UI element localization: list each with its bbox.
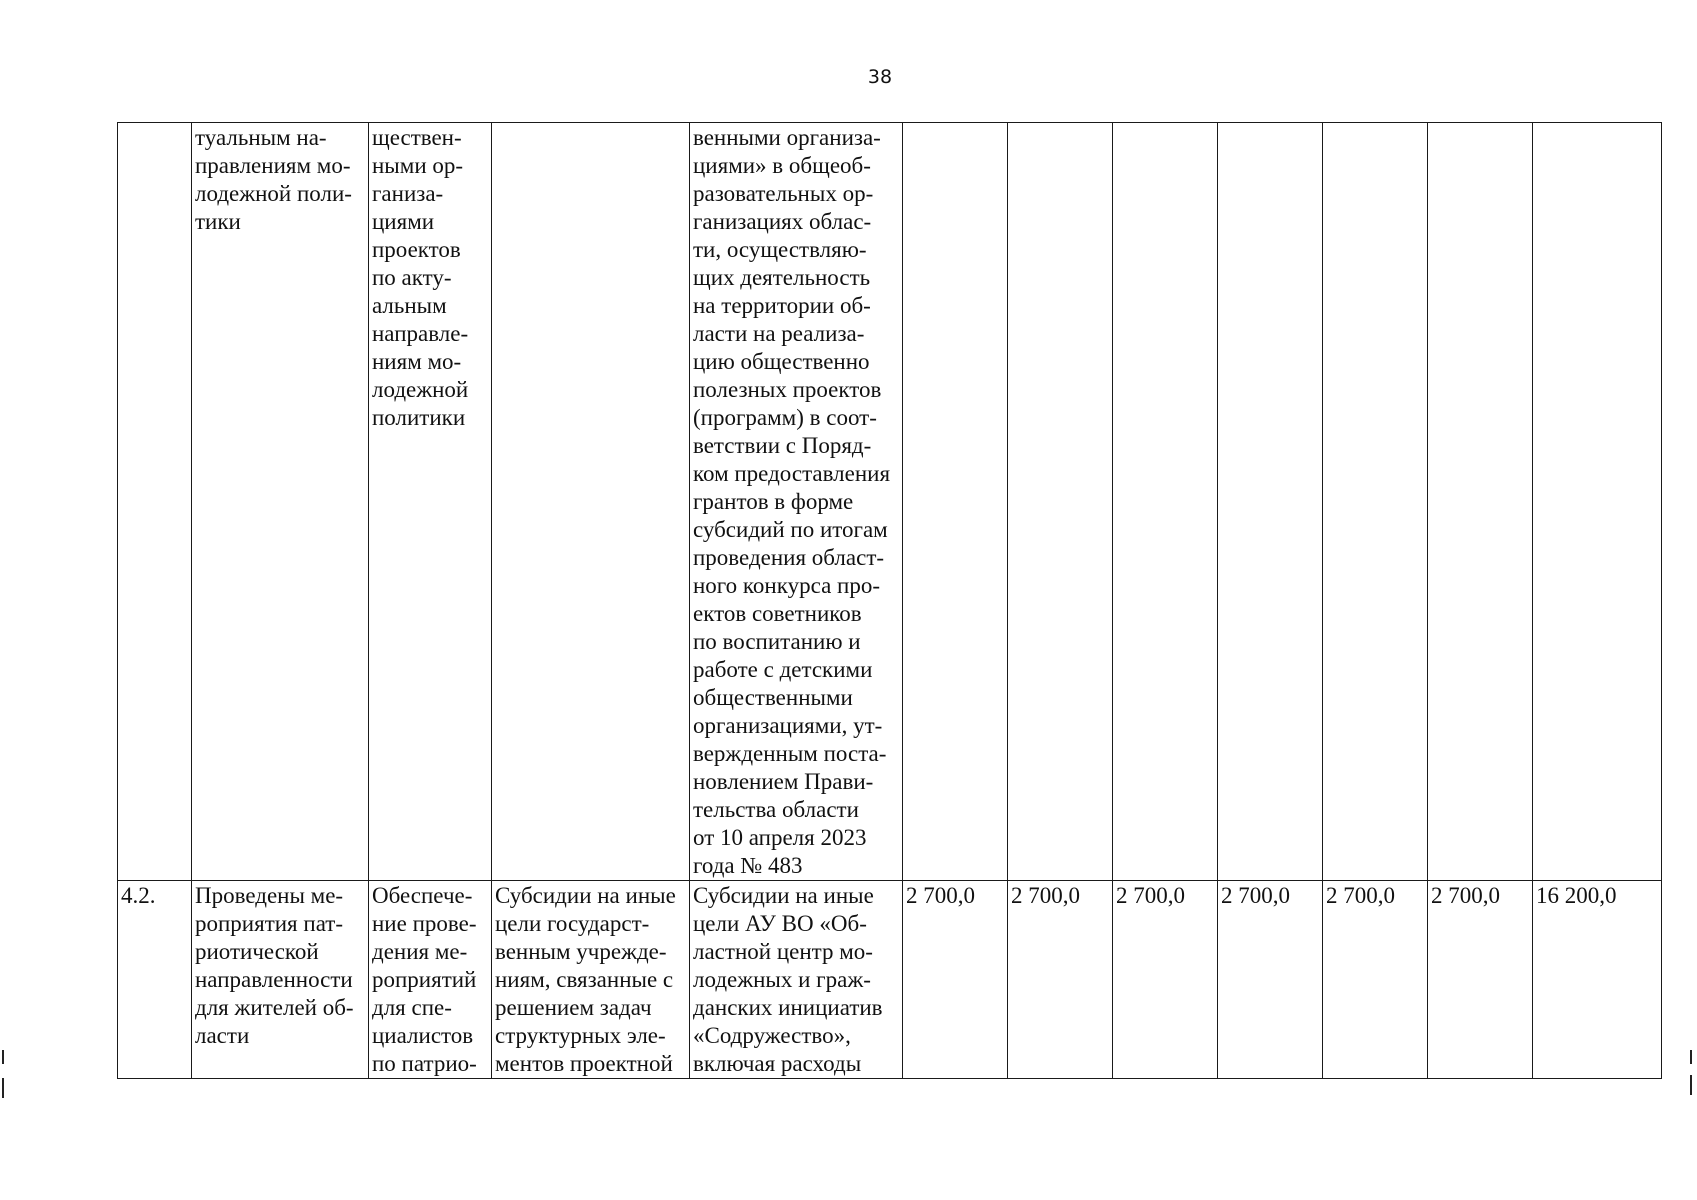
amount-cell	[1323, 881, 1428, 1079]
text-line: ласти	[195, 1023, 250, 1048]
text-line: разовательных ор-	[693, 181, 874, 206]
text-line: циалистов	[372, 1023, 474, 1048]
text-line: «Содружество»,	[693, 1023, 851, 1048]
result-cell	[192, 123, 369, 881]
scan-mark	[1690, 1075, 1692, 1095]
text-line: ектов советников	[693, 601, 862, 626]
text-line: альным	[372, 293, 447, 318]
task-cell	[369, 123, 492, 881]
expense-type-cell	[492, 881, 690, 1079]
text-line: для спе-	[372, 995, 452, 1020]
text-line: риотической	[195, 939, 319, 964]
text-line: субсидий по итогам	[693, 517, 888, 542]
result-cell	[192, 881, 369, 1079]
text-line: года № 483	[693, 853, 803, 878]
scan-mark	[2, 1050, 4, 1064]
text-line: ластной центр мо-	[693, 939, 873, 964]
amount-value: 2 700,0	[906, 883, 975, 908]
text-line: венным учрежде-	[495, 939, 667, 964]
amount-value: 2 700,0	[1326, 883, 1395, 908]
text-line: Обеспече-	[372, 883, 473, 908]
scan-mark	[2, 1078, 4, 1098]
text-line: ком предоставления	[693, 461, 891, 486]
text-line: ветствии с Поряд-	[693, 433, 872, 458]
text-line: работе с детскими	[693, 657, 873, 682]
text-line: по акту-	[372, 265, 452, 290]
text-line: для жителей об-	[195, 995, 354, 1020]
text-line: политики	[372, 405, 466, 430]
text-line: грантов в форме	[693, 489, 854, 514]
amount-cell	[903, 881, 1008, 1079]
text-line: новлением Прави-	[693, 769, 874, 794]
expense-type-cell	[492, 123, 690, 881]
amount-cell	[1428, 123, 1533, 881]
text-line: Проведены ме-	[195, 883, 344, 908]
amount-cell	[1218, 881, 1323, 1079]
amount-value: 2 700,0	[1431, 883, 1500, 908]
text-line: ние прове-	[372, 911, 477, 936]
text-line: лодежной	[372, 377, 469, 402]
text-line: ществен-	[372, 125, 462, 150]
amount-cell	[1428, 881, 1533, 1079]
text-line: Субсидии на иные	[495, 883, 676, 908]
task-cell	[369, 881, 492, 1079]
amount-value: 2 700,0	[1221, 883, 1290, 908]
text-line: лодежных и граж-	[693, 967, 871, 992]
text-line: по патрио-	[372, 1051, 477, 1076]
text-line: цели АУ ВО «Об-	[693, 911, 867, 936]
text-line: по воспитанию и	[693, 629, 861, 654]
text-line: включая расходы	[693, 1051, 862, 1076]
description-cell	[690, 123, 903, 881]
amount-value: 2 700,0	[1116, 883, 1185, 908]
amount-cell	[1533, 123, 1662, 881]
text-line: дения ме-	[372, 939, 468, 964]
text-line: решением задач	[495, 995, 652, 1020]
text-line: вержденным поста-	[693, 741, 887, 766]
text-line: тики	[195, 209, 241, 234]
budget-table	[117, 122, 1662, 1079]
text-line: направле-	[372, 321, 469, 346]
row-number-cell	[118, 123, 192, 881]
text-line: направленности	[195, 967, 353, 992]
scan-mark	[1690, 1050, 1692, 1064]
amount-cell	[1218, 123, 1323, 881]
amount-cell	[1323, 123, 1428, 881]
text-line: от 10 апреля 2023	[693, 825, 867, 850]
amount-cell	[1008, 123, 1113, 881]
text-line: структурных эле-	[495, 1023, 666, 1048]
text-line: ниям мо-	[372, 349, 462, 374]
text-line: (программ) в соот-	[693, 405, 877, 430]
text-line: венными организа-	[693, 125, 881, 150]
text-line: роприятий	[372, 967, 477, 992]
text-line: проектов	[372, 237, 461, 262]
text-line: туальным на-	[195, 125, 327, 150]
amount-value: 16 200,0	[1536, 883, 1617, 908]
text-line: щих деятельность	[693, 265, 871, 290]
row-number: 4.2.	[121, 883, 156, 908]
text-line: циями» в общеоб-	[693, 153, 871, 178]
amount-cell	[1113, 881, 1218, 1079]
page-number: 38	[867, 66, 893, 88]
description-cell	[690, 881, 903, 1079]
text-line: тельства области	[693, 797, 859, 822]
table-row	[118, 123, 1662, 881]
text-line: Субсидии на иные	[693, 883, 874, 908]
text-line: ными ор-	[372, 153, 464, 178]
text-line: данских инициатив	[693, 995, 883, 1020]
text-line: полезных проектов	[693, 377, 882, 402]
text-line: ного конкурса про-	[693, 573, 880, 598]
amount-cell	[903, 123, 1008, 881]
text-line: ганиза-	[372, 181, 444, 206]
text-line: лодежной поли-	[195, 181, 352, 206]
text-line: ти, осуществляю-	[693, 237, 867, 262]
row-number-cell	[118, 881, 192, 1079]
text-line: проведения област-	[693, 545, 885, 570]
table-row	[118, 881, 1662, 1079]
text-line: цию общественно	[693, 349, 870, 374]
text-line: организациями, ут-	[693, 713, 883, 738]
text-line: ласти на реализа-	[693, 321, 865, 346]
amount-value: 2 700,0	[1011, 883, 1080, 908]
text-line: цели государст-	[495, 911, 650, 936]
text-line: общественными	[693, 685, 853, 710]
text-line: ниям, связанные с	[495, 967, 674, 992]
text-line: циями	[372, 209, 435, 234]
amount-cell	[1113, 123, 1218, 881]
text-line: на территории об-	[693, 293, 871, 318]
text-line: роприятия пат-	[195, 911, 344, 936]
text-line: правлениям мо-	[195, 153, 351, 178]
text-line: ганизациях облас-	[693, 209, 872, 234]
amount-cell	[1008, 881, 1113, 1079]
amount-cell	[1533, 881, 1662, 1079]
text-line: ментов проектной	[495, 1051, 673, 1076]
